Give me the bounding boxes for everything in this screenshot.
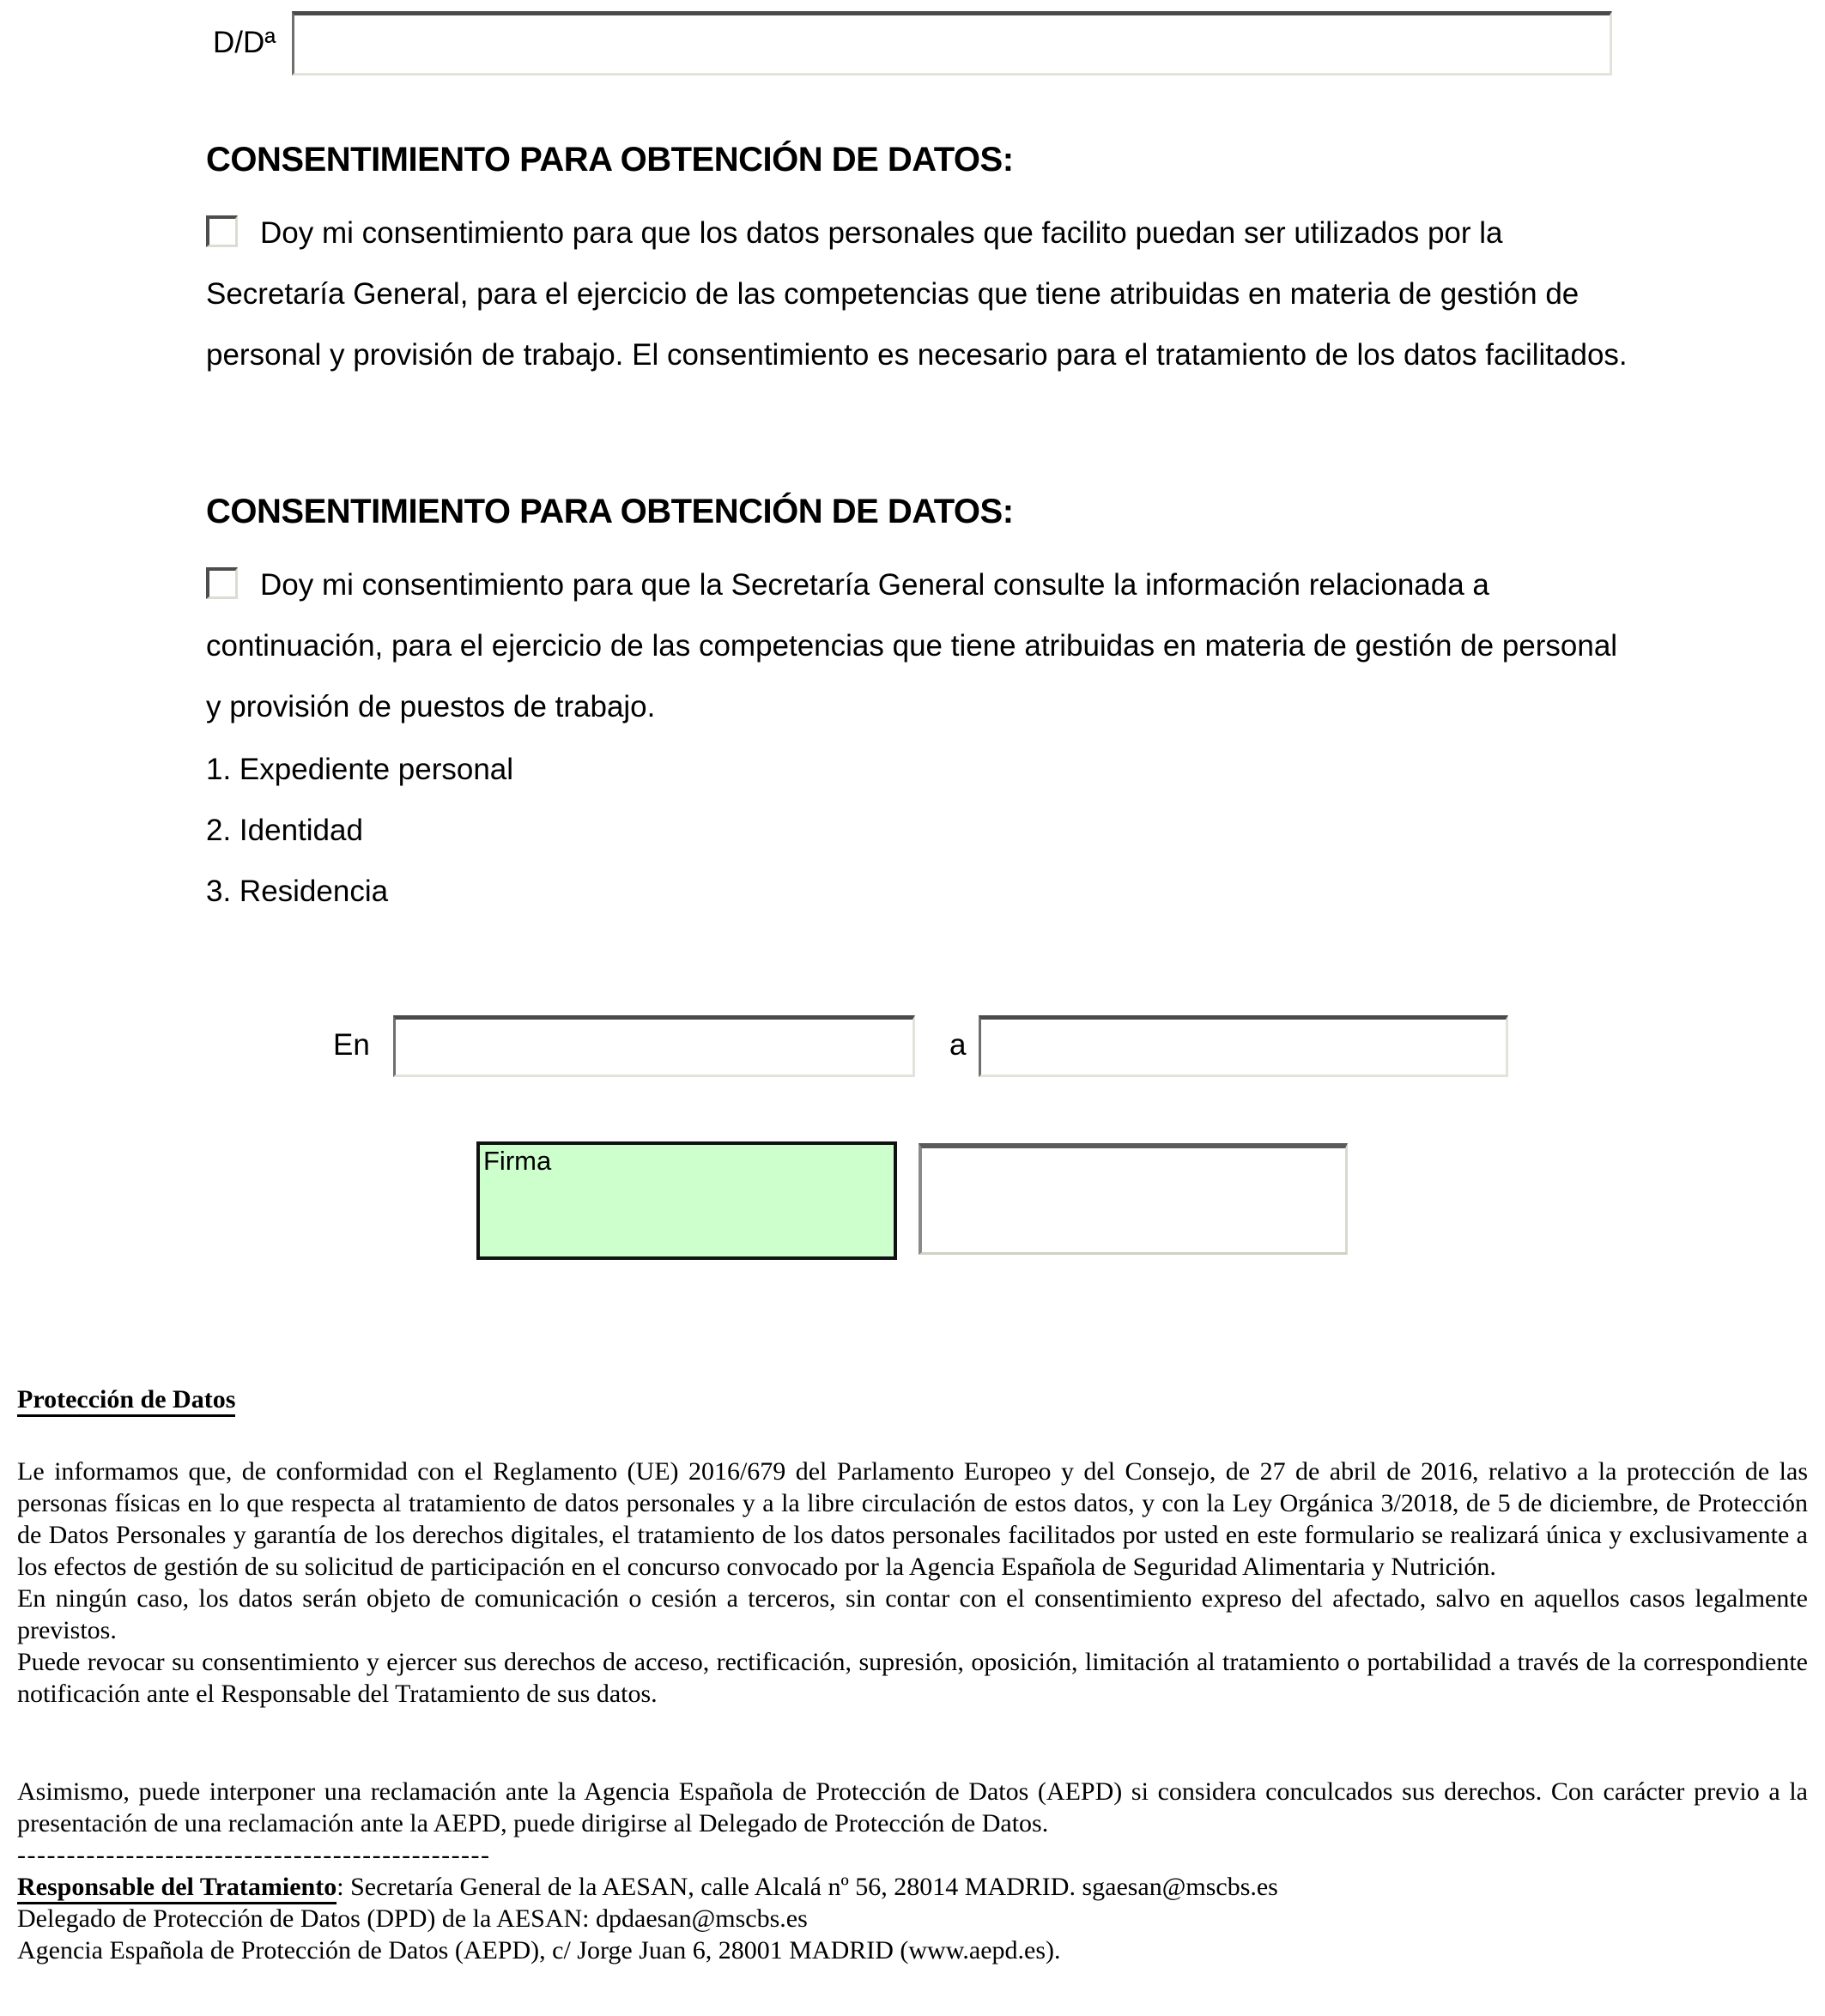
aepd-line: Agencia Española de Protección de Datos (AEPD), c/ Jorge Juan 6, 28001 MADRID (www.aepd.es). xyxy=(17,1936,1061,1965)
responsable-label: Responsable del Tratamiento xyxy=(17,1873,337,1904)
responsable-line xyxy=(17,1871,1808,1903)
privacy-heading-text: Protección de Datos xyxy=(17,1385,235,1417)
list-item-identidad: 2. Identidad xyxy=(206,814,363,847)
privacy-section-heading xyxy=(17,1385,235,1414)
place-label: En xyxy=(333,1028,370,1062)
name-input[interactable] xyxy=(292,11,1612,76)
date-label: a xyxy=(949,1028,967,1062)
consent2-checkbox[interactable] xyxy=(206,567,238,599)
consent1-text: Doy mi consentimiento para que los datos personales que facilito puedan ser utilizados por la Secretaría General, para el ejercicio de las competencias que tiene atribuidas en materia de gestión de personal y provisión de trabajo. El consentimiento es necesario para el tratamiento de los datos facilitados. xyxy=(206,216,1628,372)
privacy-paragraph-gdpr: Le informamos que, de conformidad con el Reglamento (UE) 2016/679 del Parlamento Europeo y del Consejo, de 27 de abril de 2016, relativo a la protección de las personas físicas en lo que respecta al tratamiento de datos personales y a la libre circulación de estos datos, y con la Ley Orgánica 3/2018, de 5 de diciembre, de Protección de Datos Personales y garantía de los derechos digitales, el tratamiento de los datos personales facilitados por usted en este formulario se realizará única y exclusivamente a los efectos de gestión de su solicitud de participación en el concurso convocado por la Agencia Española de Seguridad Alimentaria y Nutrición. xyxy=(17,1457,1808,1581)
privacy-section-body xyxy=(17,1456,1808,1966)
consent1-heading: CONSENTIMIENTO PARA OBTENCIÓN DE DATOS: xyxy=(206,141,1014,179)
consulted-data-list xyxy=(206,739,513,922)
responsable-rest: : Secretaría General de la AESAN, calle Alcalá nº 56, 28014 MADRID. sgaesan@mscbs.es xyxy=(337,1873,1278,1901)
place-input[interactable] xyxy=(393,1015,915,1077)
name-field-label: D/Dª xyxy=(213,26,276,59)
privacy-paragraph-aepd-claim: Asimismo, puede interponer una reclamación ante la Agencia Española de Protección de Datos (AEPD) si considera conculcados sus derechos. Con carácter previo a la presentación de una reclamación ante la AEPD, puede dirigirse al Delegado de Protección de Datos. xyxy=(17,1777,1808,1837)
privacy-paragraph-rights: Puede revocar su consentimiento y ejercer sus derechos de acceso, rectificación, supresión, oposición, limitación al tratamiento o portabilidad a través de la correspondiente notificación ante el Responsable del Tratamiento de sus datos. xyxy=(17,1648,1808,1708)
list-item-residencia: 3. Residencia xyxy=(206,875,389,908)
consent2-paragraph xyxy=(206,554,1640,737)
dashed-divider: ------------------------------------------------ xyxy=(17,1841,491,1869)
consent1-checkbox[interactable] xyxy=(206,215,238,247)
dpd-line: Delegado de Protección de Datos (DPD) de la AESAN: dpdaesan@mscbs.es xyxy=(17,1904,808,1933)
privacy-paragraph-no-cession: En ningún caso, los datos serán objeto de comunicación o cesión a terceros, sin contar con el consentimiento expreso del afectado, salvo en aquellos casos legalmente previstos. xyxy=(17,1584,1808,1644)
list-item-expediente: 1. Expediente personal xyxy=(206,753,514,786)
consent2-heading: CONSENTIMIENTO PARA OBTENCIÓN DE DATOS: xyxy=(206,493,1014,530)
signature-input-box[interactable] xyxy=(919,1143,1348,1255)
signature-field-green-box[interactable] xyxy=(476,1141,897,1260)
date-input[interactable] xyxy=(979,1015,1508,1077)
consent1-paragraph xyxy=(206,203,1640,385)
signature-label: Firma xyxy=(483,1146,552,1176)
consent2-text: Doy mi consentimiento para que la Secretaría General consulte la información relacionada a continuación, para el ejercicio de las competencias que tiene atribuidas en materia de gestión de personal y provisión de puestos de trabajo. xyxy=(206,568,1618,723)
